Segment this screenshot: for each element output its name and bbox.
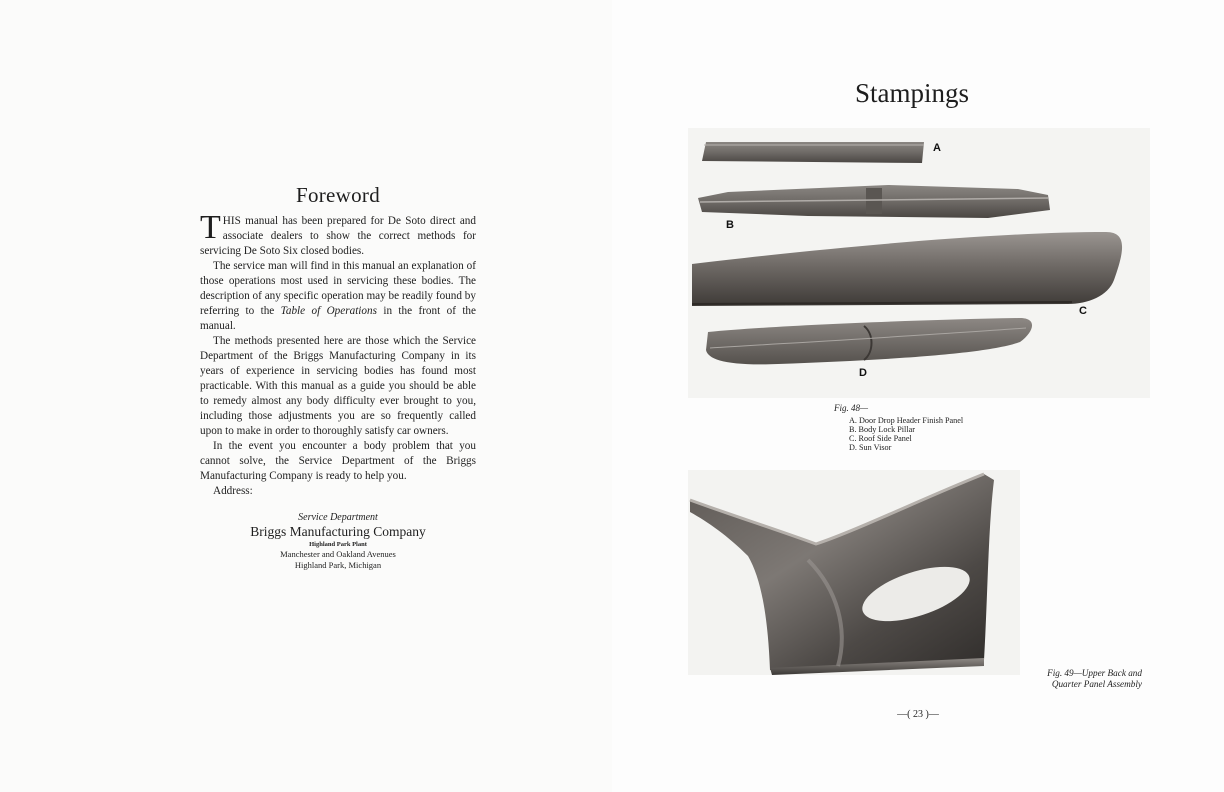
- label-d: D: [859, 367, 867, 379]
- table-of-operations-ref: Table of Operations: [280, 305, 377, 317]
- caption-item-c: C. Roof Side Panel: [849, 434, 912, 443]
- part-b-lock-pillar: [698, 185, 1050, 218]
- quarter-panel-assembly: [690, 474, 994, 675]
- figure-48-drawing: [688, 128, 1150, 398]
- right-page: [612, 0, 1224, 792]
- paragraph-2: The service man will find in this manual an explanation of those operations most used in servicing these bodies. The description of any specific operation may be readily found by referring to the Table of Operations in the front of the manual.: [200, 260, 476, 332]
- address-department: Service Department: [298, 512, 378, 523]
- address-city: Highland Park, Michigan: [294, 560, 382, 570]
- page-title-stampings: Stampings: [854, 78, 969, 108]
- caption-item-d: D. Sun Visor: [849, 443, 892, 452]
- figure-49-photo: [688, 470, 1020, 675]
- foreword-body: [200, 209, 476, 499]
- figure-49-caption-line2: Quarter Panel Assembly: [1051, 679, 1142, 689]
- figure-49-drawing: [688, 470, 1020, 675]
- figure-49-caption-line1: Fig. 49—Upper Back and: [1047, 668, 1142, 678]
- drop-cap: T: [200, 209, 221, 246]
- figure-48-title: Fig. 48—: [834, 403, 869, 413]
- caption-item-b: B. Body Lock Pillar: [849, 425, 915, 434]
- paragraph-1: THIS manual has been prepared for De Soto direct and associate dealers to show the correct methods for servicing De Soto Six closed bodies.: [200, 209, 476, 257]
- part-d-sun-visor: [706, 318, 1032, 364]
- address-street: Manchester and Oakland Avenues: [280, 549, 396, 559]
- page-title: Foreword: [295, 183, 381, 207]
- caption-item-a: A. Door Drop Header Finish Panel: [849, 416, 964, 425]
- page-number: —( 23 )—: [897, 709, 939, 720]
- label-a: A: [933, 142, 941, 154]
- part-a-header-panel: [702, 142, 924, 163]
- address-label: Address:: [213, 485, 253, 497]
- label-c: C: [1079, 305, 1087, 317]
- figure-48-caption: [834, 404, 1054, 452]
- figure-49-caption: [1036, 668, 1142, 690]
- figure-48-photo: [688, 128, 1150, 398]
- paragraph-3: The methods presented here are those which the Service Department of the Briggs Manufacturing Company in its years of experience in servicing bodies has found most practicable. With this manual as a guide you should be able to remedy almost any body difficulty ever brought to you, including those adjustments you are so frequently called upon to make in order to thoroughly satisfy car owners.: [200, 335, 476, 437]
- part-c-roof-side-panel: [692, 232, 1122, 306]
- paragraph-4: In the event you encounter a body problem that you cannot solve, the Service Department of the Briggs Manufacturing Company is ready to help you.: [200, 440, 476, 482]
- label-b: B: [726, 219, 734, 231]
- address-block: [200, 512, 476, 570]
- address-plant: Highland Park Plant: [309, 541, 367, 548]
- address-company: Briggs Manufacturing Company: [250, 524, 426, 539]
